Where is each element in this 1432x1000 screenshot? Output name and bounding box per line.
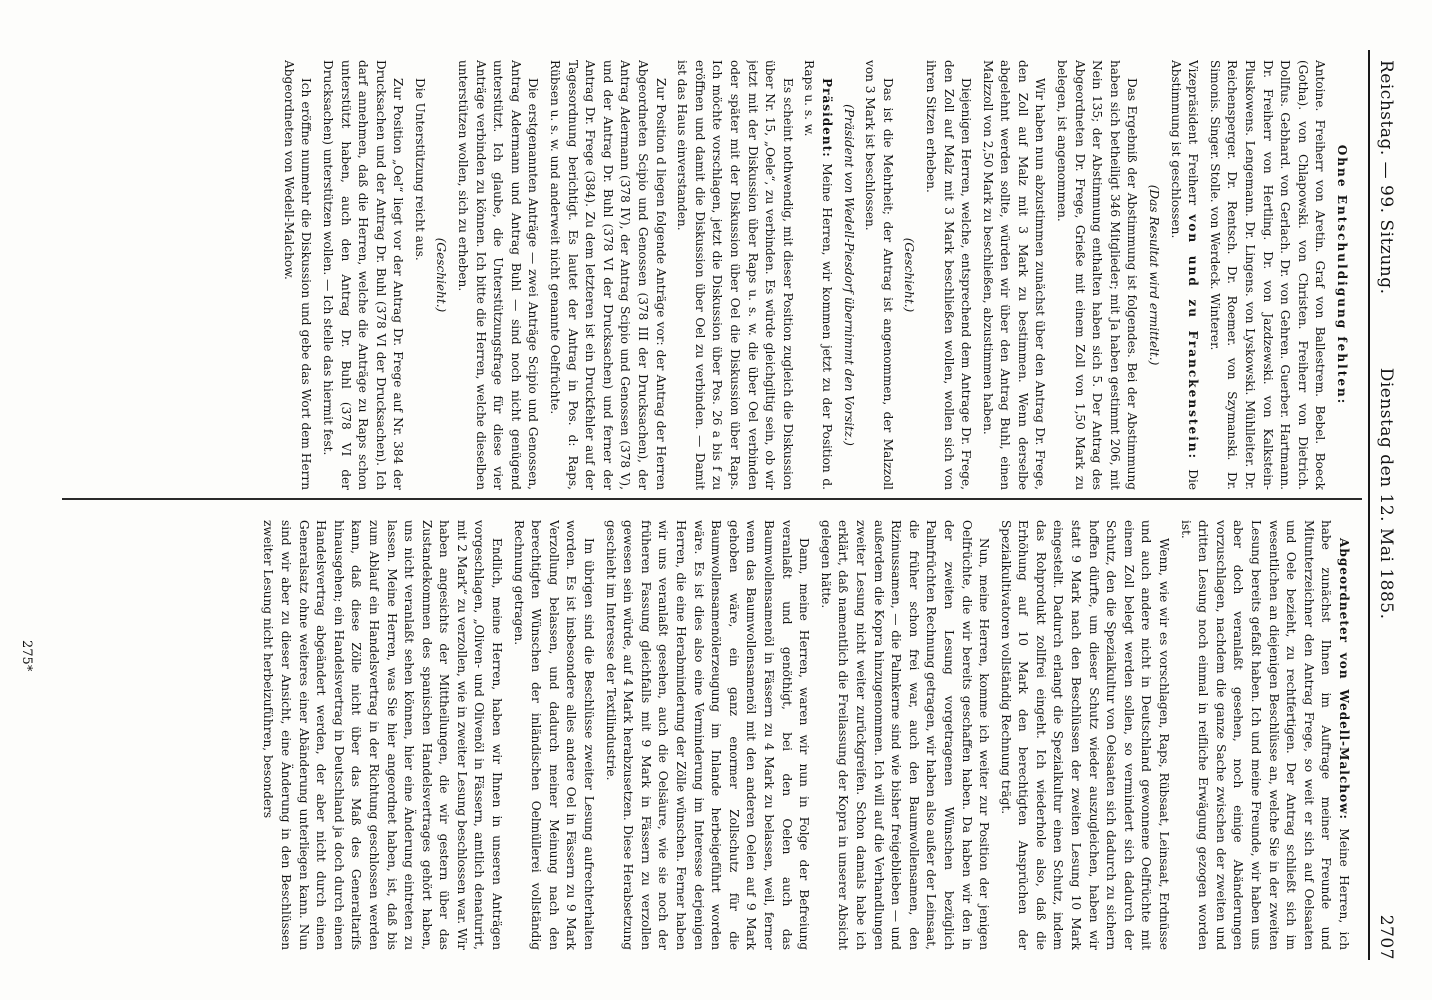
- speech-opening: [1176, 520, 1352, 950]
- paragraph: Zur Position d liegen folgende Anträge vor: der Antrag der Herren Abgeordneten Scipio und Genossen (378 III der Drucksachen), der Antrag Adermann (378 IV), der Antrag Scipio und Genossen (378 V), und der Antrag Dr. Buhl (378 VI der Drucksachen) und ferner der Antrag Dr. Frege (384). Zu dem letzteren ist ein Druckfehler auf der Tagesordnung berichtigt. Es lautet der Antrag in Pos. d: Raps, Rübsen u. s. w. und anderweit nicht genannte Oelfrüchte.: [548, 60, 668, 490]
- speaker-label: Präsident:: [819, 78, 834, 158]
- stage-direction: (Präsident von Wedell-Piesdorf übernimmt den Vorsitz.): [841, 104, 856, 446]
- paragraph: Ich eröffne nunmehr die Diskussion und gebe das Wort dem Herrn Abgeordneten von Wedell-Malchow.: [281, 60, 314, 490]
- paragraph: Diejenigen Herren, welche, entsprechend dem Antrage Dr. Frege, den Zoll auf Malz mit 3 Mark beschließen wollen, wollen sich von ihren Sitzen erheben.: [923, 60, 974, 490]
- left-column: [62, 60, 1352, 490]
- stage-direction: (Geschieht.): [902, 237, 917, 313]
- stage-direction: (Das Resultat wird ermittelt.): [1147, 184, 1162, 366]
- paragraph: Es scheint nothwendig, mit dieser Position zugleich die Diskussion über Nr. 15, „Oele“, zu verbinden. Es würde gleichgiltig sein, ob wir jetzt mit der Diskussion über Raps u. s. w. die über Oel verbinden oder später mit der Diskussion über Oel die Diskussion über Raps. Ich möchte vorschlagen, jetzt die Diskussion über Pos. 26 a bis f zu eröffnen und damit die Diskussion über Oel zu verbinden. — Damit ist das Haus einverstanden.: [675, 60, 795, 490]
- paragraph: Endlich, meine Herren, haben wir Ihnen in unseren Anträgen vorgeschlagen, „Oliven- und Olivenöl in Fässern, amtlich denaturirt, mit 2 Mark“ zu verzollen, wie in zweiter Lesung beschlossen war. Wir haben angesichts der Mittheilungen, die wir gestern über das Zustandekommen des spanischen Handelsvertrages gehört haben, uns nicht veranlaßt sehen können, hier eine Änderung eintreten zu lassen. Meine Herren, was Sie hier angeordnet haben, ist, daß bis zum Ablauf ein Handelsvertrag in der Richtung geschlossen werden kann, daß diese Zölle nicht über das Maß des Generaltarifs hinausgehen; ein Handelsvertrag in Deutschland ja doch durch einen Handelsvertrag abgeändert werden, der aber nicht durch einen Generalsatz ohne weiteres einer Abänderung unterliegen kann. Nun sind wir aber zu dieser Ansicht, eine Änderung in den Beschlüssen zweiter Lesung nicht herbeizuführen, besonders: [261, 520, 505, 950]
- paragraph: Wir haben nun abzustimmen zunächst über den Antrag Dr. Frege, den Zoll auf Malz mit 3 Mark zu bestimmen. Wenn derselbe abgelehnt werden sollte, würden wir über den Antrag Buhl, einen Malzzoll von 2,50 Mark zu beschließen, abzustimmen haben.: [980, 60, 1048, 490]
- paragraph: Das ist die Mehrheit; der Antrag ist angenommen, der Malzzoll von 3 Mark ist beschlossen.: [863, 60, 895, 490]
- paragraph: Das Ergebniß der Abstimmung ist folgendes. Bei der Abstimmung haben sich betheiligt 346 Mitglieder; mit Ja haben gestimmt 206, mit Nein 135; der Abstimmung enthalten haben sich 5. Der Antrag des Abgeordneten Dr. Frege, Grieße mit einem Zoll von 1,50 Mark zu belegen, ist angenommen.: [1055, 60, 1140, 490]
- signature-mark: 275*: [19, 640, 34, 672]
- page-number: 2707: [1376, 914, 1396, 960]
- right-column: [62, 520, 1352, 950]
- vice-president-remark: [1166, 60, 1201, 490]
- president-remark: [800, 60, 835, 490]
- column-divider: [62, 498, 1362, 500]
- vp-name: von und zu Franckenstein:: [1186, 214, 1201, 461]
- running-header: [1372, 60, 1402, 960]
- vp-statement: Die Abstimmung ist geschlossen.: [1168, 60, 1201, 490]
- header-right: [1376, 368, 1396, 960]
- paragraph: Die erstgenannten Anträge — zwei Anträge Scipio und Genossen, Antrag Adermann und Antrag Buhl — sind noch nicht genügend unterstützt. Ich glaube, die Unterstützungsfrage für diese vier Anträge verbinden zu können. Ich bitte die Herren, welche dieselben unterstützen wollen, sich zu erheben.: [456, 60, 541, 490]
- paragraph: Die Unterstützung reicht aus.: [412, 78, 427, 261]
- paragraph: Im übrigen sind die Beschlüsse zweiter Lesung aufrechterhalten worden. Es ist insbesondere alles andere Oel in Fässern zu 9 Mark Verzollung belassen, und dadurch meiner Meinung nach den berechtigten Wünschen der inländischen Oelmüllerei vollständig Rechnung getragen.: [511, 520, 597, 950]
- stage-direction: (Geschieht.): [434, 237, 449, 313]
- paragraph: Nun, meine Herren, komme ich weiter zur Position der jenigen Oelfrüchte, die wir bereits geschaffen haben. Da haben wir den in der zweiten Lesung vorgetragenen Wünschen bezüglich Palmfrüchten Rechnung getragen, wir haben also außer der Leinsaat, die früher schon frei war, auch den Baumwollensamen, den Rizinussamen, — die Palmkerne sind wie bisher freigeblieben — und außerdem die Kopra hinzugenommen. Ich will auf die Verhandlungen zweiter Lesung nicht weiter zurückgreifen. Schon damals habe ich erklärt, daß namentlich die Freilassung der Kopra in unserer Absicht gelegen hätte.: [818, 520, 992, 950]
- absentees-list: Antoine. Freiherr von Aretin. Graf von Ballestrem. Bebel. Boeck (Gotha). von Chlapowski. von Christen. Freiherr von Dietrich. Dollfus. Gebhard. von Gerlach. Dr. von Gehren. Guerber. Hartmann. Dr. Freiherr von Hertling. Dr. von Jazdzewski. von Kalkstein-Pluskowens. Lengemann. Dr. Lingens. von Lyskowski. Mühlleiter. Dr. Reichensperger. Dr. Rentsch. Dr. Roemer. von Szymanski. Dr. Simonis. Singer. Stolle. von Werdeck. Winterer.: [1207, 60, 1328, 490]
- paragraph: Dann, meine Herren, waren wir nun in Folge der Befreiung veranlaßt und genöthigt, bei den Oelen auch das Baumwollensamenöl in Fässern zu 4 Mark zu belassen, weil, ferner wenn das Baumwollensamenöl mit den anderen Oelen auf 9 Mark gehoben wäre, ein ganz enormer Zollschutz für die Baumwollensamenölerzeugung im Inlande herbeigeführt worden wäre. Es ist dies also eine Verminderung im Interesse derjenigen Herren, die eine Herabminderung der Zölle wünschen. Ferner haben wir uns veranlaßt gesehen, auch die Oelsäure, wie sie noch der früheren Fassung gleichfalls mit 9 Mark in Fässern zu verzollen gewesen sein würde, auf 4 Mark herabzusetzen. Diese Herabsetzung geschieht im Interesse der Textilindustrie.: [603, 520, 812, 950]
- speaker-label: Abgeordneter von Wedell-Malchow:: [1337, 538, 1351, 820]
- header-left: Reichstag. — 99. Sitzung.: [1376, 60, 1396, 295]
- header-rule: [1368, 50, 1370, 960]
- header-date: Dienstag den 12. Mai 1885.: [1376, 367, 1396, 620]
- speech-text: Meine Herren, wir kommen jetzt zu der Position d. Raps u. s. w.: [802, 60, 834, 490]
- paragraph: Zur Position „Oel“ liegt vor der Antrag Dr. Frege auf Nr. 384 der Drucksachen und der Antrag Dr. Buhl (378 VI der Drucksachen). Ich darf annehmen, daß die Herren, welche die Anträge zu Raps schon unterstützt haben, auch den Antrag Dr. Buhl (378 VI der Drucksachen) unterstützen wollen. — Ich stelle das hiermit fest.: [320, 60, 406, 490]
- absentees-heading: Ohne Entschuldigung fehlten:: [1335, 144, 1349, 406]
- paragraph: Wenn, wie wir es vorschlagen, Raps, Rübsaat, Leinsaat, Erdnüsse und auch andere nicht in Deutschland gewonnene Oelfrüchte mit einem Zoll belegt werden sollen, so vermindert sich dadurch der Schutz, den die Spezialkultur von Oelsaaten sich dadurch zu sichern hoffen dürfte, um dieser Schutz wieder auszugleichen, haben wir statt 9 Mark nach den Beschlüssen der zweiten Lesung 10 Mark eingestellt. Dadurch erlangt die Spezialkultur einen Schutz, indem das Rohprodukt zollfrei eingeht. Ich wiederhole also, daß die Erhöhung auf 10 Mark den berechtigten Ansprüchen der Spezialkultivatoren vollständig Rechnung trägt.: [998, 520, 1172, 950]
- speech-text: Meine Herren, ich habe zunächst Ihnen im Auftrage meiner Freunde und Mitunterzeichner den Antrag Frege, so weit er sich auf Oelsaaten und Oele bezieht, zu rechtfertigen. Der Antrag schließt sich im wesentlichen an diejenigen Beschlüsse an, welche Sie in der zweiten Lesung bereits gefaßt haben. Ich und meine Freunde, wir haben uns aber doch veranlaßt gesehen, noch einige Abänderungen vorzuschlagen, nachdem die ganze Sache zwischen der zweiten und dritten Lesung noch einmal in reifliche Erwägung gezogen worden ist.: [1178, 520, 1351, 950]
- vp-title: Vizepräsident Freiherr: [1186, 60, 1201, 206]
